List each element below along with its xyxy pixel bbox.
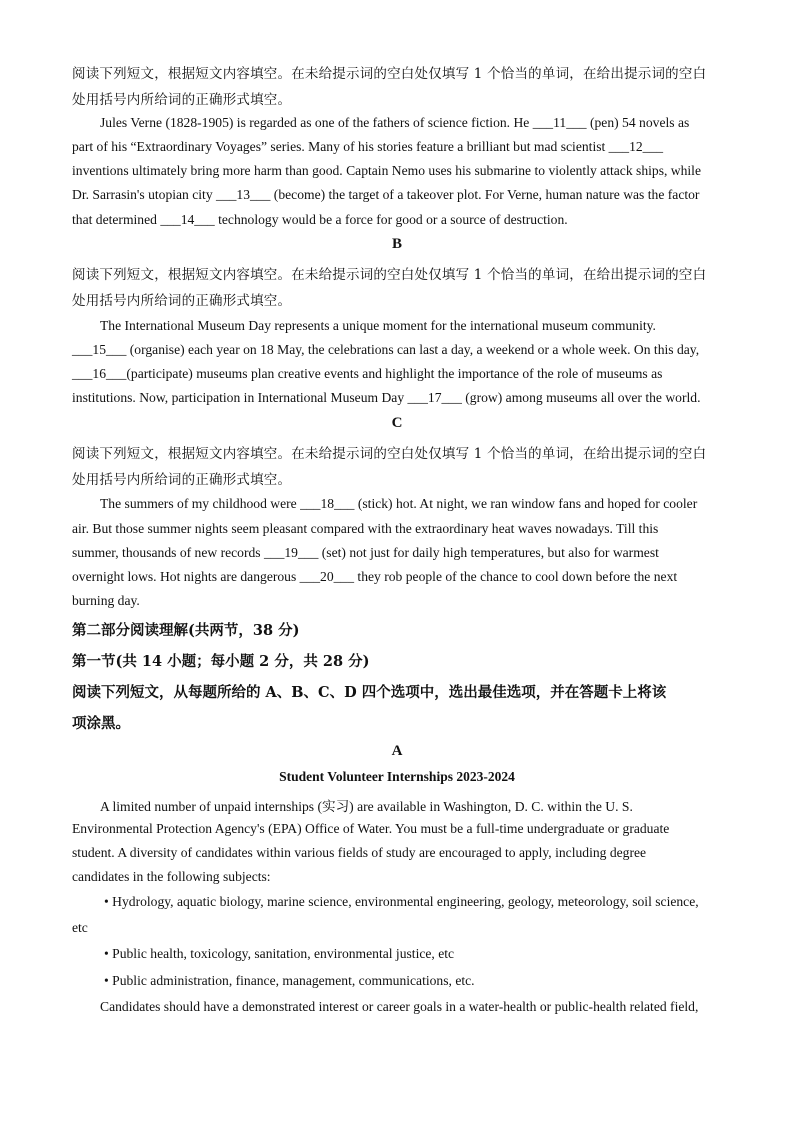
- passage-c-line-1: The summers of my childhood were ___18___ (stick) hot. At night, we ran window fans and hoped for cooler: [100, 496, 698, 511]
- instruction-line-2: 处用括号内所给词的正确形式填空。: [72, 92, 292, 108]
- part-two-heading: 第二部分阅读理解(共两节，38 分): [72, 622, 300, 639]
- passage-a-line-3: inventions ultimately bring more harm than good. Captain Nemo uses his submarine to violently attack ships, while: [72, 163, 701, 178]
- section-c-instruction-line-2: 处用括号内所给词的正确形式填空。: [72, 472, 292, 488]
- passage-a-line-1: Jules Verne (1828-1905) is regarded as one of the fathers of science fiction. He ___11___ (pen) 54 novels as: [100, 115, 690, 130]
- reading-a-letter: A: [391, 743, 403, 759]
- section-c-instruction-line-1: 阅读下列短文，根据短文内容填空。在未给提示词的空白处仅填写 1 个恰当的单词，在给出提示词的空白: [72, 446, 707, 462]
- section-c-letter: C: [391, 415, 403, 431]
- reading-a-bullet-1-cont: etc: [72, 920, 88, 935]
- reading-a-bullet-3: • Public administration, finance, management, communications, etc.: [104, 973, 475, 988]
- passage-b-line-2: ___15___ (organise) each year on 18 May, the celebrations can last a day, a weekend or a whole week. On this day,: [72, 342, 700, 357]
- passage-a-line-4: Dr. Sarrasin's utopian city ___13___ (become) the target of a takeover plot. For Verne, human nature was the factor: [72, 187, 700, 202]
- passage-b-line-3: ___16___(participate) museums plan creative events and highlight the importance of the role of museums as: [72, 366, 663, 381]
- passage-b-line-1: The International Museum Day represents a unique moment for the international museum community.: [100, 318, 656, 333]
- passage-c-line-2: air. But those summer nights seem pleasant compared with the extraordinary heat waves nowadays. Till this: [72, 521, 659, 536]
- section-one-heading: 第一节(共 14 小题；每小题 2 分，共 28 分): [72, 653, 370, 670]
- reading-a-bullet-2: • Public health, toxicology, sanitation, environmental justice, etc: [104, 946, 455, 961]
- passage-b-line-4: institutions. Now, participation in International Museum Day ___17___ (grow) among museums all over the world.: [72, 390, 701, 405]
- section-b-instruction-line-2: 处用括号内所给词的正确形式填空。: [72, 293, 292, 309]
- part-two-instruction-line-2: 项涂黑。: [72, 715, 130, 732]
- passage-a-line-2: part of his “Extraordinary Voyages” series. Many of his stories feature a brilliant but mad scientist ___12___: [72, 139, 664, 154]
- reading-a-line-4: candidates in the following subjects:: [72, 869, 271, 884]
- passage-c-line-5: burning day.: [72, 593, 140, 608]
- reading-a-line-2: Environmental Protection Agency's (EPA) Office of Water. You must be a full-time undergraduate or graduate: [72, 821, 670, 836]
- instruction-line-1: 阅读下列短文，根据短文内容填空。在未给提示词的空白处仅填写 1 个恰当的单词，在给出提示词的空白: [72, 66, 707, 82]
- passage-c-line-3: summer, thousands of new records ___19___ (set) not just for daily high temperatures, but also for warmest: [72, 545, 659, 560]
- passage-c-line-4: overnight lows. Hot nights are dangerous ___20___ they rob people of the chance to cool down before the next: [72, 569, 678, 584]
- reading-a-line-last: Candidates should have a demonstrated interest or career goals in a water-health or public-health related field,: [100, 999, 699, 1014]
- reading-a-line-1: A limited number of unpaid internships (实习) are available in Washington, D. C. within the U. S.: [100, 799, 633, 814]
- reading-a-bullet-1: • Hydrology, aquatic biology, marine science, environmental engineering, geology, meteorology, soil science,: [104, 894, 699, 909]
- section-b-letter: B: [391, 236, 402, 252]
- section-b-instruction-line-1: 阅读下列短文，根据短文内容填空。在未给提示词的空白处仅填写 1 个恰当的单词，在给出提示词的空白: [72, 267, 707, 283]
- reading-a-title: Student Volunteer Internships 2023-2024: [279, 769, 515, 784]
- reading-a-line-3: student. A diversity of candidates within various fields of study are encouraged to apply, including degree: [72, 845, 647, 860]
- part-two-instruction-line-1: 阅读下列短文，从每题所给的 A、B、C、D 四个选项中，选出最佳选项，并在答题卡上将该: [72, 684, 667, 701]
- passage-a-line-5: that determined ___14___ technology would be a force for good or a source of destruction.: [72, 212, 568, 227]
